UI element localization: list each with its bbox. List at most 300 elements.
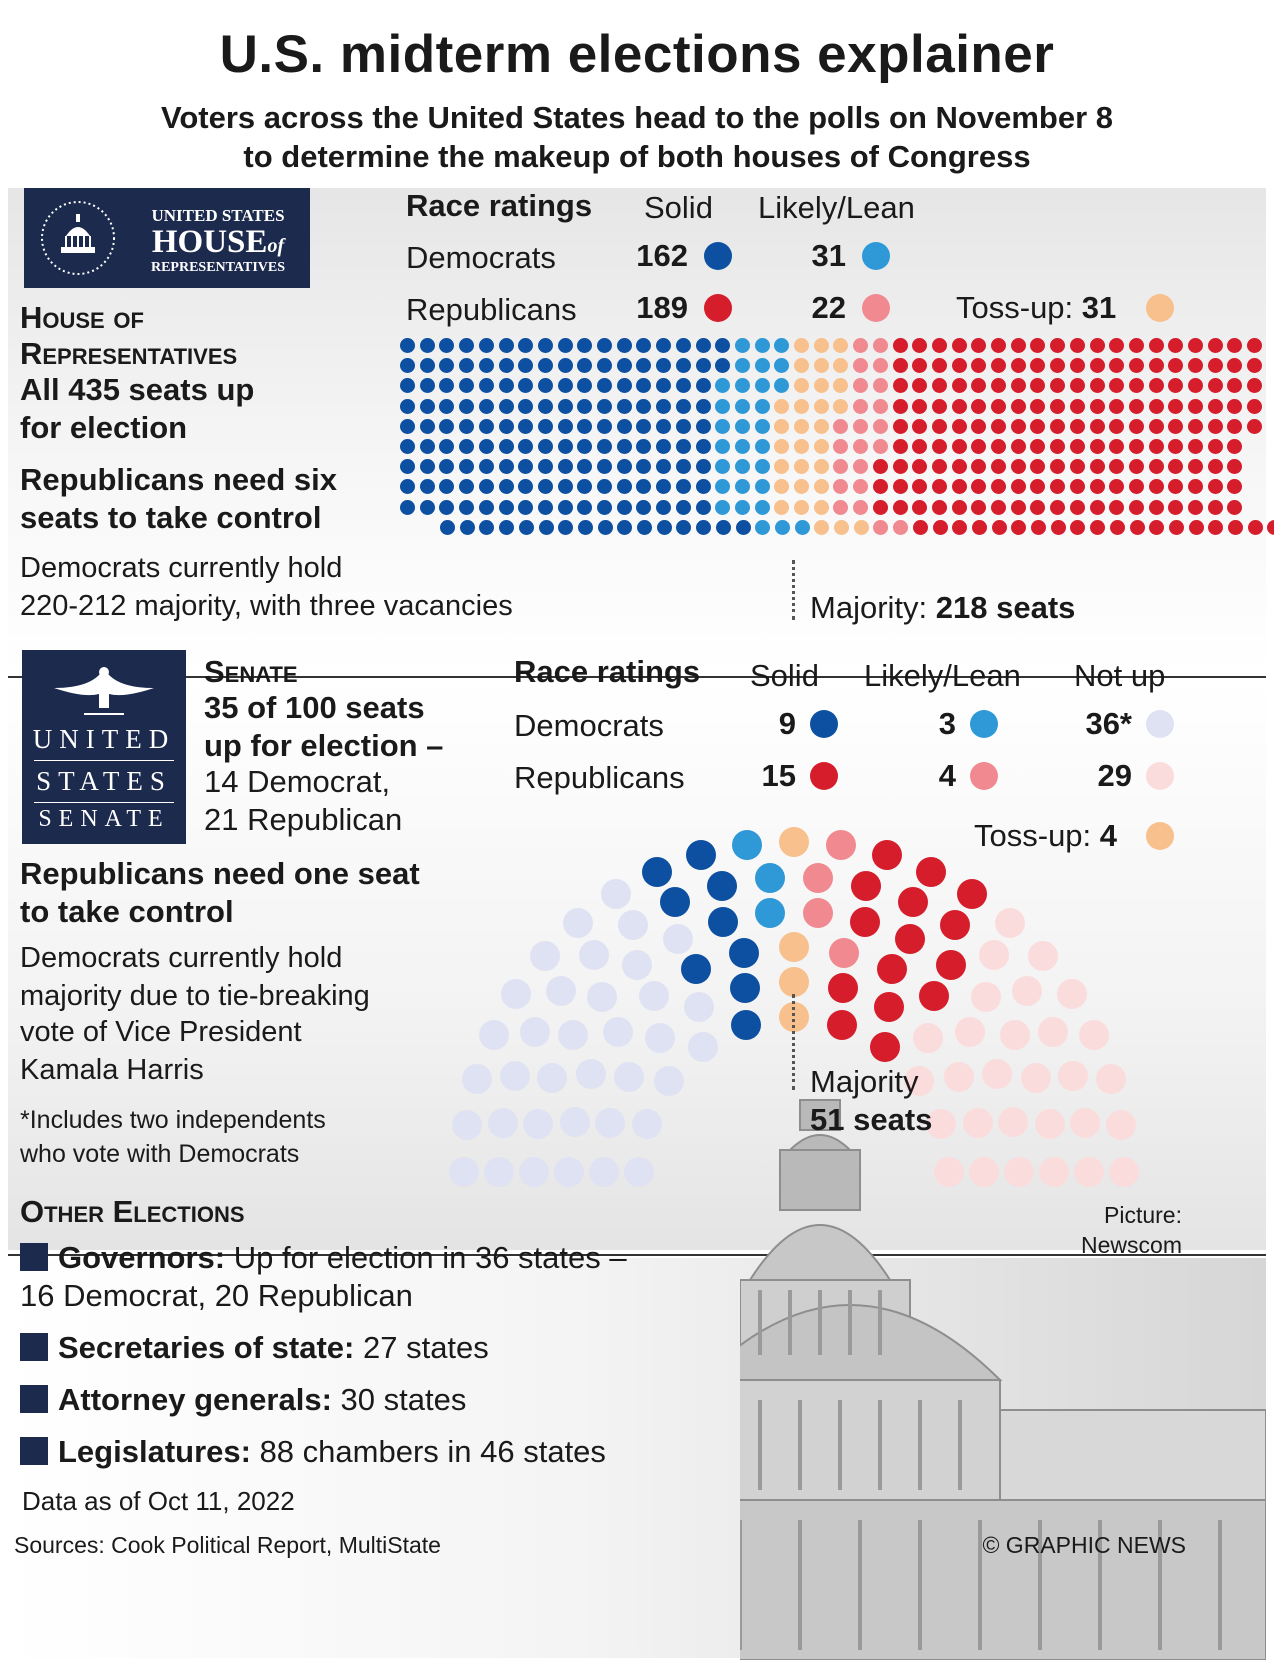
house-seat-dem-solid — [636, 358, 651, 373]
senate-seat-dem-notup — [500, 1061, 530, 1091]
house-seat-dem-solid — [420, 459, 435, 474]
house-seat-dem-likely — [774, 378, 789, 393]
house-seat-rep-solid — [1090, 520, 1105, 535]
house-heading-2: Representatives — [20, 336, 238, 371]
house-seat-dem-solid — [518, 338, 533, 353]
senate-seat-dem-notup — [519, 1157, 549, 1187]
house-seat-rep-solid — [1129, 479, 1144, 494]
house-seat-dem-solid — [676, 500, 691, 515]
house-seat-dem-solid — [439, 338, 454, 353]
house-seat-rep-solid — [932, 378, 947, 393]
house-seat-dem-solid — [636, 439, 651, 454]
legend-dem-solid-dot — [810, 710, 838, 738]
house-seat-rep-solid — [873, 479, 888, 494]
house-seat-rep-solid — [1050, 338, 1065, 353]
senate-ratings-label: Race ratings — [514, 654, 701, 689]
house-seat-dem-solid — [617, 500, 632, 515]
house-seat-rep-solid — [893, 479, 908, 494]
house-seat-dem-solid — [400, 500, 415, 515]
house-seat-dem-likely — [735, 479, 750, 494]
house-seat-rep-solid — [1109, 358, 1124, 373]
house-seat-dem-solid — [577, 399, 592, 414]
house-seat-rep-solid — [972, 520, 987, 535]
house-seat-rep-likely — [873, 358, 888, 373]
senate-seat-dem-notup — [554, 1157, 584, 1187]
house-seal-logo — [24, 188, 310, 288]
senate-seat-dem-solid — [731, 1010, 761, 1040]
senate-seat-rep-notup — [963, 1108, 993, 1138]
house-seat-dem-likely — [755, 358, 770, 373]
house-seat-rep-solid — [1129, 378, 1144, 393]
senate-seat-dem-notup — [563, 908, 593, 938]
house-seat-dem-solid — [656, 459, 671, 474]
house-seat-dem-solid — [479, 479, 494, 494]
house-seat-rep-solid — [991, 419, 1006, 434]
bullet-square — [20, 1385, 48, 1413]
house-seat-rep-solid — [1050, 378, 1065, 393]
house-seat-dem-solid — [400, 358, 415, 373]
house-seat-dem-solid — [558, 399, 573, 414]
senate-seat-dem-solid — [708, 907, 738, 937]
house-seat-rep-solid — [1168, 399, 1183, 414]
senate-majority-line — [792, 994, 795, 1090]
senate-seat-dem-notup — [622, 950, 652, 980]
house-seat-dem-solid — [597, 479, 612, 494]
house-majority-label: Majority: 218 seats — [810, 590, 1076, 625]
house-seat-rep-solid — [1247, 419, 1262, 434]
senate-dem-solid-value: 9 — [778, 706, 796, 741]
house-seat-tossup — [794, 479, 809, 494]
house-seat-dem-solid — [460, 520, 475, 535]
picture-credit-2: Newscom — [1081, 1232, 1182, 1258]
house-seat-rep-solid — [1030, 378, 1045, 393]
house-seat-dem-solid — [518, 378, 533, 393]
senate-seat-rep-notup — [955, 1017, 985, 1047]
house-seat-rep-solid — [1090, 439, 1105, 454]
house-seat-rep-solid — [1011, 439, 1026, 454]
senate-seat-tossup — [779, 967, 809, 997]
house-seat-tossup — [794, 358, 809, 373]
legend-dem-notup-dot — [1146, 710, 1174, 738]
house-seat-tossup — [833, 399, 848, 414]
senate-seat-rep-notup — [1028, 941, 1058, 971]
senate-seat-dem-solid — [686, 840, 716, 870]
house-seat-dem-solid — [538, 459, 553, 474]
house-seat-dem-solid — [696, 500, 711, 515]
house-seat-dem-solid — [420, 358, 435, 373]
house-seat-dem-solid — [518, 459, 533, 474]
house-seat-dem-likely — [755, 419, 770, 434]
house-need-text: Republicans need six — [20, 462, 337, 497]
house-seat-dem-solid — [439, 500, 454, 515]
house-seat-dem-solid — [696, 459, 711, 474]
house-seat-rep-solid — [1070, 378, 1085, 393]
house-seat-rep-solid — [952, 399, 967, 414]
house-seat-dem-solid — [518, 500, 533, 515]
senate-dem-count-text: 14 Democrat, — [204, 764, 391, 799]
senate-seat-rep-notup — [1035, 1109, 1065, 1139]
house-seat-dem-likely — [735, 439, 750, 454]
house-seat-rep-solid — [1149, 500, 1164, 515]
house-seat-dem-likely — [735, 500, 750, 515]
house-seat-rep-solid — [912, 500, 927, 515]
senate-seat-rep-solid — [828, 973, 858, 1003]
house-seat-rep-solid — [971, 338, 986, 353]
house-seat-dem-solid — [656, 399, 671, 414]
house-seat-rep-solid — [893, 500, 908, 515]
house-seat-rep-solid — [1011, 358, 1026, 373]
house-seat-dem-solid — [439, 378, 454, 393]
house-seat-rep-solid — [893, 439, 908, 454]
house-seat-rep-solid — [1070, 439, 1085, 454]
house-seat-rep-solid — [873, 459, 888, 474]
house-seat-rep-solid — [1227, 500, 1242, 515]
house-seat-dem-solid — [518, 419, 533, 434]
senate-seat-tossup — [779, 932, 809, 962]
house-rep-solid-value: 189 — [636, 290, 688, 325]
senate-rep-notup-value: 29 — [1097, 758, 1132, 793]
senate-seat-dem-notup — [484, 1157, 514, 1187]
senate-seat-rep-solid — [874, 992, 904, 1022]
subtitle-line-1: Voters across the United States head to the polls on November 8 — [160, 100, 1114, 135]
house-seat-tossup — [833, 378, 848, 393]
senate-seat-rep-solid — [957, 879, 987, 909]
house-seat-dem-solid — [696, 520, 711, 535]
house-seat-rep-solid — [1149, 479, 1164, 494]
house-seat-rep-solid — [1090, 338, 1105, 353]
house-seat-rep-solid — [991, 338, 1006, 353]
house-seat-rep-solid — [1011, 399, 1026, 414]
house-seat-dem-likely — [715, 378, 730, 393]
logo-divider — [34, 802, 174, 803]
house-seat-rep-solid — [1090, 459, 1105, 474]
house-seat-dem-solid — [499, 479, 514, 494]
house-seat-tossup — [814, 500, 829, 515]
house-seat-rep-likely — [873, 419, 888, 434]
house-seat-dem-solid — [499, 419, 514, 434]
other-elections-heading: Other Elections — [20, 1194, 245, 1229]
house-seat-tossup — [854, 520, 869, 535]
house-seat-tossup — [774, 500, 789, 515]
senate-seat-dem-notup — [624, 1157, 654, 1187]
house-seat-dem-solid — [459, 399, 474, 414]
house-seal-icon — [38, 198, 118, 278]
house-dem-likely-value: 31 — [811, 238, 846, 273]
house-seat-dem-solid — [597, 500, 612, 515]
house-seat-rep-solid — [1109, 399, 1124, 414]
senate-seat-rep-notup — [1012, 976, 1042, 1006]
house-seat-rep-solid — [1149, 459, 1164, 474]
house-seat-dem-solid — [420, 378, 435, 393]
house-seat-rep-solid — [893, 358, 908, 373]
house-seat-dem-solid — [597, 439, 612, 454]
legislatures-item: Legislatures: 88 chambers in 46 states — [20, 1434, 606, 1470]
house-seat-tossup — [774, 419, 789, 434]
house-seat-dem-solid — [439, 358, 454, 373]
senate-col-solid: Solid — [750, 658, 819, 693]
house-seat-dem-likely — [715, 439, 730, 454]
house-seat-dem-solid — [499, 399, 514, 414]
senate-seat-rep-notup — [1058, 1061, 1088, 1091]
senate-seat-rep-notup — [998, 1107, 1028, 1137]
house-seat-rep-likely — [853, 479, 868, 494]
house-seat-dem-likely — [755, 500, 770, 515]
house-seat-rep-solid — [912, 419, 927, 434]
senate-col-notup: Not up — [1074, 658, 1166, 693]
senate-seat-rep-notup — [1079, 1020, 1109, 1050]
house-seat-rep-solid — [991, 439, 1006, 454]
house-seat-dem-solid — [479, 338, 494, 353]
house-seat-dem-solid — [558, 439, 573, 454]
house-seat-dem-solid — [636, 500, 651, 515]
senate-seat-dem-solid — [730, 973, 760, 1003]
house-seat-rep-solid — [1248, 520, 1263, 535]
house-seat-rep-solid — [1129, 439, 1144, 454]
house-seat-dem-solid — [420, 500, 435, 515]
house-seat-tossup — [814, 459, 829, 474]
house-seat-dem-solid — [518, 439, 533, 454]
senate-seat-dem-notup — [462, 1064, 492, 1094]
house-seat-dem-solid — [518, 479, 533, 494]
senate-seat-dem-solid — [681, 954, 711, 984]
house-seat-dem-solid — [676, 358, 691, 373]
senate-seat-dem-notup — [601, 879, 631, 909]
house-seat-tossup — [814, 358, 829, 373]
senate-current-text-4: Kamala Harris — [20, 1054, 204, 1086]
house-seat-rep-solid — [1208, 500, 1223, 515]
house-seat-rep-solid — [1168, 419, 1183, 434]
senate-logo-line-1: UNITED — [32, 724, 176, 754]
house-seat-dem-solid — [696, 338, 711, 353]
house-seat-dem-solid — [440, 520, 455, 535]
house-seat-dem-likely — [735, 459, 750, 474]
house-seat-dem-likely — [795, 520, 810, 535]
senate-seat-rep-notup — [982, 1059, 1012, 1089]
house-seat-dem-solid — [400, 419, 415, 434]
senate-seat-rep-notup — [1038, 1017, 1068, 1047]
house-seat-rep-solid — [952, 358, 967, 373]
senate-seats-text-2: up for election – — [204, 728, 444, 763]
house-seat-rep-solid — [912, 459, 927, 474]
house-seat-rep-solid — [932, 500, 947, 515]
house-seat-dem-solid — [617, 520, 632, 535]
house-seat-rep-solid — [1030, 479, 1045, 494]
senate-seat-dem-notup — [579, 940, 609, 970]
house-seat-rep-solid — [1090, 399, 1105, 414]
senate-seat-rep-notup — [1070, 1108, 1100, 1138]
house-seat-rep-solid — [971, 459, 986, 474]
house-seat-dem-solid — [400, 459, 415, 474]
house-seat-dem-solid — [538, 479, 553, 494]
house-seat-rep-solid — [1070, 500, 1085, 515]
house-seat-tossup — [794, 399, 809, 414]
house-seat-dem-solid — [439, 419, 454, 434]
data-note: Data as of Oct 11, 2022 — [22, 1486, 295, 1516]
house-seat-rep-solid — [1129, 358, 1144, 373]
eagle-icon — [44, 658, 164, 718]
house-seat-dem-solid — [538, 358, 553, 373]
house-seat-dem-likely — [715, 399, 730, 414]
house-seat-dem-solid — [656, 378, 671, 393]
senate-seat-rep-notup — [979, 940, 1009, 970]
senate-seat-rep-solid — [940, 910, 970, 940]
house-col-solid: Solid — [644, 190, 713, 225]
senate-seat-dem-notup — [546, 976, 576, 1006]
house-seat-dem-solid — [518, 358, 533, 373]
house-seat-rep-solid — [991, 459, 1006, 474]
house-seat-rep-solid — [913, 520, 928, 535]
house-seat-rep-likely — [873, 520, 888, 535]
house-seat-dem-solid — [558, 500, 573, 515]
house-seat-dem-solid — [420, 399, 435, 414]
house-seat-rep-solid — [1070, 459, 1085, 474]
house-seat-rep-solid — [952, 419, 967, 434]
house-seat-rep-solid — [1149, 378, 1164, 393]
house-seat-rep-solid — [932, 338, 947, 353]
senate-logo-line-2: STATES — [36, 766, 172, 796]
house-seat-dem-solid — [577, 479, 592, 494]
house-seat-rep-likely — [833, 479, 848, 494]
house-ratings-label: Race ratings — [406, 188, 593, 223]
senate-seat-rep-notup — [1004, 1157, 1034, 1187]
secretaries-item: Secretaries of state: 27 states — [20, 1330, 489, 1366]
house-seat-dem-solid — [499, 520, 514, 535]
house-seat-dem-solid — [656, 419, 671, 434]
house-seat-dem-solid — [459, 378, 474, 393]
house-seat-tossup — [814, 419, 829, 434]
house-seat-dem-likely — [775, 520, 790, 535]
house-seat-dem-solid — [558, 419, 573, 434]
senate-seat-dem-notup — [595, 1108, 625, 1138]
house-seat-rep-solid — [1030, 338, 1045, 353]
house-seat-rep-solid — [1169, 520, 1184, 535]
senate-footnote: *Includes two independents — [20, 1106, 326, 1134]
house-seat-dem-solid — [656, 439, 671, 454]
house-seat-rep-solid — [1149, 520, 1164, 535]
logo-divider — [34, 760, 174, 761]
house-seat-rep-solid — [1109, 439, 1124, 454]
house-seat-rep-solid — [1011, 479, 1026, 494]
house-seat-rep-solid — [1227, 399, 1242, 414]
house-seat-rep-solid — [873, 500, 888, 515]
house-seat-dem-solid — [597, 459, 612, 474]
house-seat-rep-solid — [1011, 419, 1026, 434]
house-seat-dem-solid — [577, 419, 592, 434]
senate-seat-rep-notup — [944, 1062, 974, 1092]
house-seat-rep-solid — [1090, 500, 1105, 515]
house-seat-rep-solid — [1109, 459, 1124, 474]
house-seat-rep-solid — [1090, 479, 1105, 494]
house-seat-tossup — [814, 378, 829, 393]
house-seat-rep-likely — [873, 399, 888, 414]
house-seat-dem-solid — [538, 439, 553, 454]
house-seat-rep-solid — [1168, 500, 1183, 515]
house-seat-dem-likely — [755, 378, 770, 393]
house-seat-rep-likely — [853, 459, 868, 474]
house-seat-rep-solid — [1011, 459, 1026, 474]
house-seat-dem-solid — [676, 399, 691, 414]
senate-seat-rep-likely — [826, 830, 856, 860]
house-seat-rep-solid — [971, 500, 986, 515]
house-seat-dem-likely — [735, 419, 750, 434]
house-seat-rep-solid — [1247, 338, 1262, 353]
house-seat-dem-solid — [439, 439, 454, 454]
house-seat-tossup — [794, 378, 809, 393]
senate-seat-dem-likely — [755, 898, 785, 928]
house-seat-dem-likely — [755, 459, 770, 474]
house-seat-rep-solid — [1149, 419, 1164, 434]
house-seat-dem-solid — [617, 358, 632, 373]
house-seat-rep-solid — [1188, 439, 1203, 454]
senate-seat-rep-notup — [971, 982, 1001, 1012]
house-dem-label: Democrats — [406, 240, 556, 275]
senate-seat-rep-solid — [872, 840, 902, 870]
senate-seat-dem-solid — [729, 938, 759, 968]
house-seat-rep-solid — [1050, 479, 1065, 494]
senate-seat-dem-notup — [645, 1023, 675, 1053]
senate-majority-value: 51 seats — [810, 1102, 933, 1137]
house-seat-dem-solid — [637, 520, 652, 535]
house-seat-dem-solid — [439, 399, 454, 414]
subtitle-line-2: to determine the makeup of both houses of Congress — [243, 139, 1031, 174]
senate-seat-rep-solid — [916, 857, 946, 887]
house-seat-rep-solid — [912, 399, 927, 414]
house-seat-rep-solid — [1070, 358, 1085, 373]
house-seat-rep-solid — [1030, 459, 1045, 474]
house-seat-rep-solid — [1208, 479, 1223, 494]
house-seat-dem-solid — [597, 378, 612, 393]
house-seat-rep-solid — [1149, 439, 1164, 454]
senate-heading: Senate — [204, 654, 298, 689]
house-seat-rep-solid — [1051, 520, 1066, 535]
house-seat-dem-likely — [735, 378, 750, 393]
house-seat-rep-solid — [1129, 459, 1144, 474]
senate-seat-rep-solid — [936, 950, 966, 980]
house-seat-dem-solid — [459, 459, 474, 474]
senate-seat-rep-solid — [851, 871, 881, 901]
house-seat-tossup — [814, 439, 829, 454]
house-seat-dem-likely — [715, 459, 730, 474]
house-seat-rep-solid — [952, 378, 967, 393]
page-title: U.S. midterm elections explainer — [219, 25, 1055, 84]
house-seat-rep-solid — [1070, 419, 1085, 434]
house-seat-tossup — [814, 399, 829, 414]
senate-seat-dem-solid — [660, 887, 690, 917]
house-seat-rep-solid — [912, 338, 927, 353]
house-seat-tossup — [794, 459, 809, 474]
house-seat-dem-solid — [617, 338, 632, 353]
house-dem-solid-value: 162 — [636, 238, 688, 273]
house-seat-rep-solid — [1011, 500, 1026, 515]
house-seat-rep-solid — [893, 399, 908, 414]
house-seat-rep-solid — [1011, 520, 1026, 535]
senate-seat-rep-likely — [803, 898, 833, 928]
house-seat-dem-likely — [755, 399, 770, 414]
house-seat-rep-likely — [853, 439, 868, 454]
senate-seat-rep-notup — [1039, 1157, 1069, 1187]
house-seat-dem-solid — [696, 439, 711, 454]
house-seat-rep-solid — [1247, 399, 1262, 414]
senate-seat-dem-notup — [479, 1020, 509, 1050]
senate-seat-rep-notup — [1057, 979, 1087, 1009]
legend-tossup-dot — [1146, 294, 1174, 322]
senate-rep-label: Republicans — [514, 760, 685, 795]
house-seat-rep-solid — [1090, 358, 1105, 373]
house-logo-line-1: UNITED STATES — [151, 206, 285, 225]
house-seat-rep-solid — [932, 399, 947, 414]
house-seat-tossup — [794, 439, 809, 454]
house-seat-rep-likely — [873, 338, 888, 353]
